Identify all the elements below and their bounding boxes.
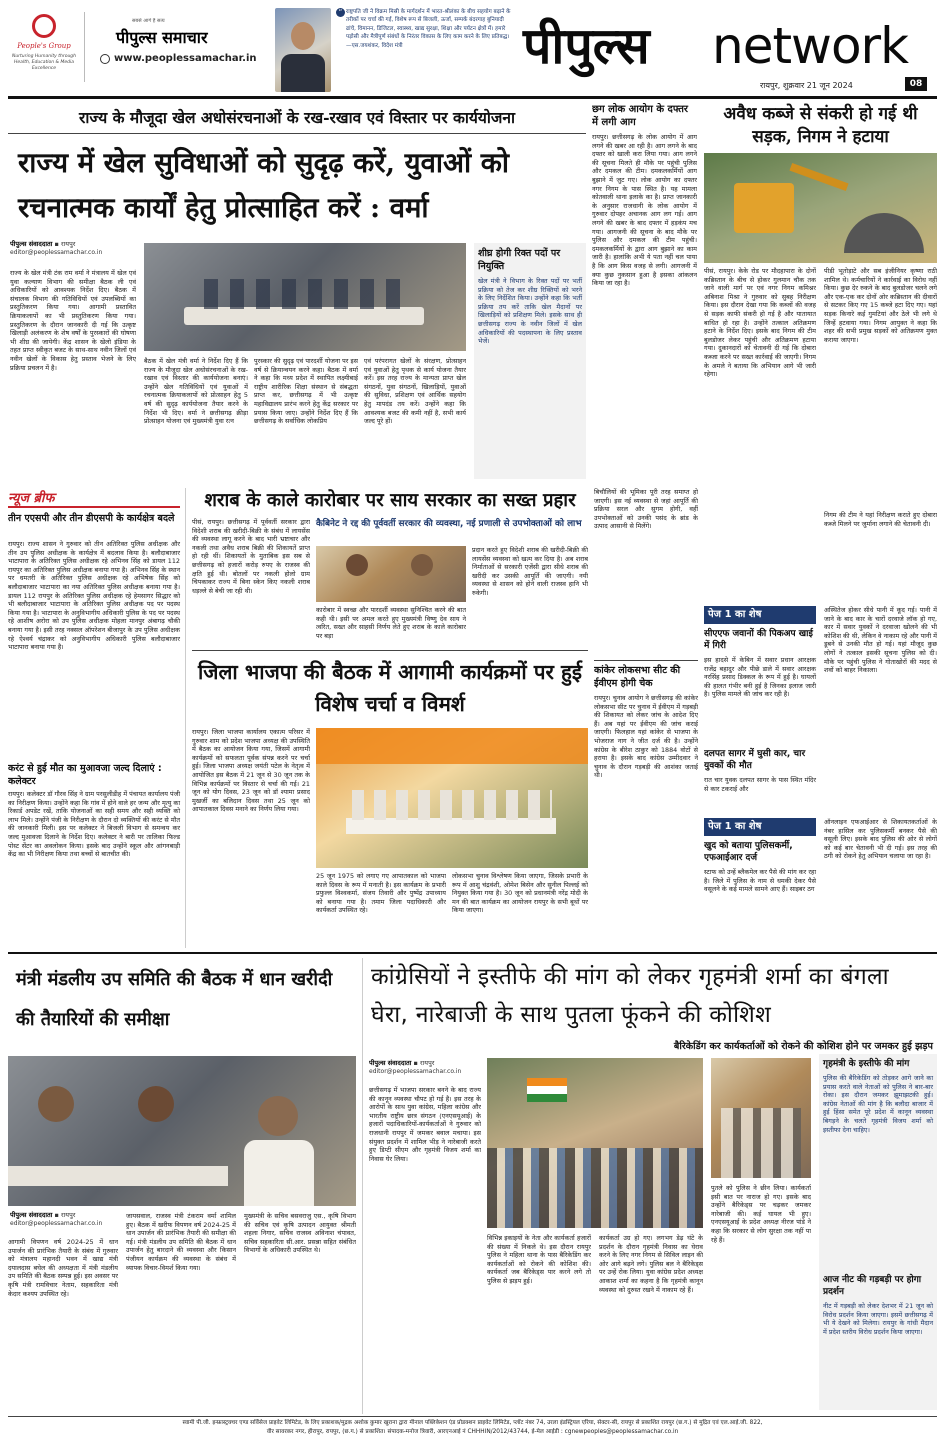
main-sidebar-title: शीघ्र होगी रिक्त पदों पर नियुक्ति bbox=[478, 248, 561, 272]
protest-crowd bbox=[487, 1148, 703, 1228]
news-brief bbox=[8, 488, 186, 948]
bjp-meeting-photo bbox=[316, 728, 588, 868]
cabinet-meeting-photo bbox=[8, 1056, 356, 1206]
main-byline-name: पीपुल्स संवाददाता bbox=[10, 240, 53, 248]
congress-col3: कार्यकर्ता उग्र हो गए। लगभग डेढ़ घंटे के प्रदर्शन के दौरान गृहमंत्री निवास का घेराव करने के लिए नगर निगम से सिविल लाइन की ओर आगे बढ़ने लगे। पुलिस बल ने बैरिकेड्स पर उन्हें रोक लिया। युवा कांग्रेस प्रदेश अध्यक्ष आकाश शर्मा का कहना है कि गृहमंत्री कानून व्यवस्था को दुरुस्त रखने में नाकाम रहे हैं। bbox=[599, 1234, 703, 1294]
cont2-body: स्टाफ को उन्हें ब्लैकमेल कर पैसे की मांग कर रहा है। जिले में पुलिस के नाम से धमकी देकर पैसे वसूलने के कई मामले सामने आए हैं। साइबर ठग bbox=[704, 868, 816, 894]
quote-block bbox=[336, 8, 512, 94]
cabinet-headline: मंत्री मंडलीय उप समिति की बैठक में धान खरीदी की तैयारियों की समीक्षा bbox=[16, 969, 333, 1030]
cabinet-col2: जायसवाल, राजस्व मंत्री टंकराम वर्मा शामिल हुए। बैठक में खरीफ विपणन वर्ष 2024-25 में धान उपार्जन की प्रारंभिक तैयारी की समीक्षा की गई। मंत्री मंडलीय उप समिति की बैठक में धान उपार्जन हेतु बारदाने की व्यवस्था और किसान पंजीयन कार्यक्रम की व्यवस्था के संबंध में व्यापक विचार-विमर्श किया गया। bbox=[126, 1212, 236, 1272]
congress-byline-name: पीपुल्स संवाददाता bbox=[369, 1059, 412, 1067]
cont1-second-body: रात चार युवक दलपत सागर के पास स्थित मंदिर से कार टकराई और bbox=[704, 776, 816, 793]
minister-portrait bbox=[275, 8, 331, 92]
page-number: 08 bbox=[905, 77, 927, 91]
bjp-headline: जिला भाजपा की बैठक में आगामी कार्यक्रमों पर हुई विशेष चर्चा व विमर्श bbox=[198, 660, 582, 716]
congress-byline-email: editor@peoplessamachar.co.in bbox=[369, 1068, 462, 1075]
bjp-banner bbox=[316, 728, 588, 764]
congress-sidebar-title: गृहमंत्री के इस्तीफे की मांग bbox=[823, 1059, 910, 1069]
bulldozer-arm bbox=[789, 163, 848, 191]
cont1-second-headline: दलपत सागर में घुसी कार, चार युवकों की मौत bbox=[704, 749, 806, 771]
liquor-col4: बिचौलियों की भूमिका पूरी तरह समाप्त हो जाएगी। इस नई व्यवस्था से जहां आपूर्ति की प्रक्रिया सरल और सुगम होगी, वहीं उपभोक्ताओं को उनकी पसंद के ब्रांड के उत्पाद आसानी से मिलेंगे। bbox=[594, 488, 698, 531]
meeting-table bbox=[184, 307, 424, 325]
website-text: www.peoplessamachar.in bbox=[114, 53, 257, 64]
congress-col1: छत्तीसगढ़ में भाजपा सरकार बनने के बाद राज्य की कानून व्यवस्था चौपट हो गई है। इस तरह के आरोपों के साथ युवा कांग्रेस, महिला कांग्रेस और भारतीय राष्ट्रीय छात्र संगठन (एनएसयूआई) के हजारों पदाधिकारियों-कार्यकर्ताओं ने गुरुवार को राजधानी रायपुर में जमकर बवाल मचाया। इस संयुक्त प्रदर्शन में शामिल भीड़ ने नारेबाजी करते हुए डिप्टी सीएम और गृहमंत्री विजय शर्मा का निवास घेर लिया। bbox=[369, 1086, 481, 1163]
liquor-headline: शराब के काले कारोबार पर साय सरकार का सख्त प्रहार bbox=[204, 490, 576, 511]
encroach-headline: अवैध कब्जे से संकरी हो गई थी सड़क, निगम ने हटाया bbox=[723, 104, 918, 147]
portrait-face bbox=[291, 22, 315, 50]
meeting-people bbox=[204, 279, 404, 309]
debris-pile bbox=[844, 213, 924, 253]
cont1-headline: सीएएफ जवानों की पिकअप खाई में गिरी bbox=[704, 629, 813, 651]
main-story bbox=[8, 103, 586, 483]
congress-sidebar2-title: आज नीट की गड़बड़ी पर होगा प्रदर्शन bbox=[823, 1275, 922, 1297]
main-col1: राज्य के खेल मंत्री टंक राम वर्मा ने मंत्रालय में खेल एवं युवा कल्याण विभाग की समीक्षा बैठक ली एवं अधिकारियों को आवश्यक निर्देश दिए। बैठक में संचालक विभाग की गतिविधियों एवं उपलब्धियों का प्रस्तुतिकरण किया गया। आगामी प्रस्तावित क्रियाकलापों का भी प्रस्तुतिकरण किया गया। प्रस्तुतिकरण के दौरान जानकारी दी गई कि उत्कृष्ट खिलाड़ी अलंकरण के शेष वर्षों के पुरस्कारों की घोषणा भी शीघ्र की जायेगी। केंद्र शासन के खेलो इंडिया के तहत प्राप्त स्वीकृत बजट के साथ-साथ नवीन जिलों एवं नवीन खेलों के विकास हेतु प्रस्ताव भेजने के लिए प्रक्रिया प्रचलन में है। bbox=[10, 269, 136, 372]
bjp-meeting-table bbox=[346, 818, 556, 834]
congress-headline: कांग्रेसियों ने इस्तीफे की मांग को लेकर गृहमंत्री शर्मा का बंगला घेरा, नारेबाजी के साथ पुतला फूंकने की कोशिश bbox=[371, 964, 889, 1028]
cabinet-photo-person3-shirt bbox=[244, 1140, 314, 1206]
encroach-col1: पीसं, रायपुर। केके रोड पर मौदहापारा के दोनों कब्रिस्तान के बीच से होकर गुलमान चौक तक जाने वाली मार्ग पर एवं नगर निगम कमिश्नर अबिनाश मिश्रा ने गुरुवार को सुबह निरीक्षण किया। इस दौरान देखा गया कि कब्जों की वजह से सड़क काफी संकरी हो गई है और यातायात बाधित हो रहा है। उन्होंने तत्काल अतिक्रमण हटाने के निर्देश दिए। इसके बाद निगम की टीम बुलडोजर लेकर पहुंची और अतिक्रमण हटाया गया। दुकानदारों को चेतावनी दी गई कि दोबारा कब्जा करने पर सख्त कार्रवाई की जाएगी। निगम के अमले ने बताया कि अभियान आगे भी जारी रहेगा। bbox=[704, 267, 816, 379]
liquor-caption: कारोबार में स्वच्छ और पारदर्शी व्यवस्था सुनिश्चित करने की बात कही थी। इसी पर अमल करते हुए मुख्यमंत्री विष्णु देव साय ने त्वरित, सख्त और साहसी निर्णय लेते हुए शराब के काले कारोबार पर बड़ा bbox=[316, 606, 466, 640]
fire-story bbox=[592, 103, 697, 483]
logo-brand-text: People's Group bbox=[17, 42, 71, 50]
protest-photo bbox=[487, 1058, 703, 1228]
cabinet-story bbox=[8, 958, 356, 1414]
congress-byline-city: रायपुर bbox=[419, 1059, 435, 1067]
dateline: रायपुर, शुक्रवार 21 जून 2024 bbox=[760, 81, 853, 90]
main-byline-city: रायपुर bbox=[60, 240, 76, 248]
logo-tagline: Nurturing Humanity through Health, Education & Media Excellence bbox=[11, 54, 77, 71]
congress-sidebar bbox=[819, 1054, 937, 1410]
main-byline: पीपुल्स संवाददाता ▪ रायपुर editor@peoplessamachar.co.in bbox=[10, 240, 103, 256]
bjp-story bbox=[192, 650, 588, 950]
globe-icon bbox=[100, 54, 110, 64]
effigy-photo bbox=[711, 1058, 811, 1178]
continuation-box-1 bbox=[704, 606, 937, 806]
bjp-col3: लोकसभा चुनाव विश्लेषण किया जाएगा, जिसके प्रभारी के रूप में आशु चंद्रवंशी, ओमेश बिसेन और सुनील पिल्लई को नियुक्त किया गया है। 30 जून को प्रधानमंत्री नरेंद्र मोदी के मन की बात कार्यक्रम का आयोजन रायपुर के सभी बूथों पर किया जाएगा। bbox=[452, 872, 588, 915]
liquor-story bbox=[192, 488, 588, 646]
cont1-right-col: अस्थितेज होकर सीधे पानी में कूद गई। पानी में जाने के बाद कार के चारों दरवाजे लॉक हो गए, कार में सवार युवकों ने दरवाजा खोलने की भी कोशिश की थी, लेकिन वे नाकाम रहे और पानी में डूबने से उनकी मौत हो गई। यहां मौजूद कुछ लोगों ने तत्काल इसकी सूचना पुलिस को दी। मौके पर पहुंची पुलिस ने गोताखोरों की मदद से शवों को बाहर निकाला। bbox=[824, 606, 937, 675]
fire-headline: छग लोक आयोग के दफ्तर में लगी आग bbox=[592, 104, 689, 128]
bjp-col2: 25 जून 1975 को लगाए गए आपातकाल को भाजपा काले दिवस के रूप में मनाती है। इस कार्यक्रम के प्रभारी प्रफुल्ल विश्वकर्मा, संजय तिवारी और पुष्पेंद्र उपाध्याय को बनाया गया है। तमाम जिला पदाधिकारी और कार्यकर्ता उपस्थित रहे। bbox=[316, 872, 446, 915]
cabinet-col1: आगामी विपणन वर्ष 2024-25 में धान उपार्जन की प्रारंभिक तैयारी के संबंध में गुरुवार को मंत्रालय महानदी भवन में खाद्य मंत्री दयालदास बघेल की अध्यक्षता में मंत्री मंडलीय उप समिति की बैठक सम्पन्न हुई। इस अवसर पर कृषि मंत्री रामविचार नेताम, सहकारिता मंत्री केदार कश्यप उपस्थित रहे। bbox=[8, 1238, 118, 1298]
cabinet-photo-person1 bbox=[38, 1086, 74, 1122]
main-sidebar-text: खेल मंत्री ने विभाग के रिक्त पदों पर भर्ती प्रक्रिया को तेज कर शीघ्र रिक्तियों को भरने के लिए निर्देशित किया। उन्होंने कहा कि भर्ती प्रक्रिया तय करें ताकि खेल मैदानों पर खिलाड़ियों को प्रशिक्षण मिले। इसके साथ ही छत्तीसगढ़ राज्य के नवीन जिलों में खेल अधिकारियों की पदस्थापना के लिए प्रस्ताव भेजें। bbox=[478, 277, 582, 346]
cabinet-byline: पीपुल्स संवाददाता ▪ रायपुर editor@peoplessamachar.co.in bbox=[10, 1211, 103, 1227]
congress-story bbox=[362, 958, 937, 1414]
kanker-body: रायपुर। चुनाव आयोग ने छत्तीसगढ़ की कांकेर लोकसभा सीट पर चुनाव में ईवीएम में गड़बड़ी की शिकायत को लेकर जांच के आदेश दिए हैं। अब यहां पर ईवीएम की जांच कराई जाएगी। फिलहाल यहां कांकेर से भाजपा के भोजराज नाग ने जीत दर्ज की है। उन्होंने कांग्रेस के बीरेश ठाकुर को 1884 वोटों से हराया है। इसके बाद कांग्रेस उम्मीदवार ने चुनाव के दौरान गड़बड़ी की आशंका जताई थी। bbox=[594, 694, 698, 780]
liquor-subhead: कैबिनेट ने रद्द की पूर्ववर्ती सरकार की व्यवस्था, नई प्रणाली से उपभोक्ताओं को लाभ bbox=[316, 519, 582, 529]
bjp-meeting-people bbox=[352, 790, 552, 820]
brief-item2-headline: करंट से हुई मौत का मुआवजा जल्द दिलाएं : कलेक्टर bbox=[8, 763, 162, 787]
peoples-group-logo bbox=[10, 14, 78, 90]
imprint-line1: स्वामी पी.जी. इन्फ्रास्ट्रक्चर एण्ड सर्विसेज प्राइवेट लिमिटेड, के लिए प्रकाशक/मुद्रक अशोक कुमार खुराना द्वारा मीनाल पब्लिकेशन एंड प्रोडक्शन प्राइवेट लिमिटेड, प्लॉट नंबर 74, उरला इंडस्ट्रियल एरिया, सेक्टर-सी, रायपुर से प्रकाशित रायपुर (छ.ग.) से मुद्रित एवं एल.आई.जी. 822, bbox=[182, 1420, 763, 1426]
encroach-col2: पीडी भूतोड़ाटे और सब इंजीनियर कृष्णा राठी शामिल थे। कर्मचारियों ने कार्रवाई का विरोध नहीं किया। कुछ देर रुकने के बाद बुलडोजर चलने लगे और एक-एक कर दोनों ओर कब्रिस्तान की दीवारों से सटकर किए गए 15 कब्जे हटा दिए गए। यहां सड़क किनारे कई गुमटियां और ठेले भी लगे थे जिन्हें हटवाया गया। निगम आयुक्त ने कहा कि शहर की सभी प्रमुख सड़कों को अतिक्रमण मुक्त कराया जाएगा। bbox=[824, 267, 937, 344]
kanker-headline: कांकेर लोकसभा सीट की ईवीएम होगी चेक bbox=[594, 665, 681, 689]
bulldozer-photo bbox=[704, 153, 937, 263]
main-col3: पुरस्कार की सुदृढ़ एवं पारदर्शी योजना पर इस वर्ष से क्रियान्वयन करने कहा। बैठक में वर्मा ने कहा कि मध्य प्रदेश में स्थापित लक्ष्मीबाई राष्ट्रीय शारीरिक शिक्षा संस्थान से संबद्धता प्राप्त कर, छत्तीसगढ़ में भी उत्कृष्ट महाविद्यालय प्रारंभ करने हेतु केंद्र सरकार पर प्रयास किया जाए। उन्होंने निर्देश दिए हैं कि छत्तीसगढ़ के सर्वाधिक लोकप्रिय bbox=[254, 357, 358, 426]
cabinet-byline-email: editor@peoplessamachar.co.in bbox=[10, 1220, 103, 1227]
encroach-story bbox=[704, 103, 937, 603]
cont2-headline: खुद को बताया पुलिसकर्मी, एफआईआर दर्ज bbox=[704, 841, 793, 863]
cabinet-photo-person3 bbox=[258, 1096, 298, 1136]
liquor-photo-person2 bbox=[411, 554, 433, 576]
main-col2: बैठक में खेल मंत्री वर्मा ने निर्देश दिए हैं कि राज्य के मौजूदा खेल अधोसंरचनाओं के रख-रखाव एवं विस्तार की कार्ययोजना बनाएं। उन्होंने खेल गतिविधियों एवं युवाओं में रचनात्मक क्रियाकलापों को प्रोत्साहन हेतु 5 वर्ष की सुदृढ़ कार्ययोजना तैयार करने के निर्देश भी दिए। वर्मा ने छत्तीसगढ़ क्रीड़ा प्रोत्साहन योजना एवं मुख्यमंत्री युवा रत्न bbox=[144, 357, 248, 426]
brief-item1-headline: तीन एएसपी और तीन डीएसपी के कार्यक्षेत्र बदले bbox=[8, 513, 175, 524]
cabinet-byline-name: पीपुल्स संवाददाता bbox=[10, 1211, 53, 1219]
masthead bbox=[0, 0, 945, 100]
main-col4: एवं परंपरागत खेलों के संरक्षण, प्रोत्साहन एवं युवाओं हेतु पृथक से कार्य योजना तैयार करें। इस तरह राज्य के मान्यता प्राप्त खेल संगठनों, युवा संगठनों, खिलाड़ियों, युवाओं की सुविधा, प्रशिक्षण एवं आर्थिक सहयोग हेतु मापदंड तय करें। उन्होंने कहा कि आवश्यक बजट की कमी नहीं है, सभी कार्य जल्द पूरे हों। bbox=[364, 357, 466, 426]
small-paper-name: पीपुल्स समाचार bbox=[116, 28, 208, 47]
cont1-body: इस हादसे में केबिन में सवार प्रधान आरक्षक राजेंद्र बहादुर और पीछे डाले में सवार आरक्षक नरसिंह प्रसाद डिक्कल के रूप में हुई है। घायलों की हालत गंभीर बनी हुई है जिनका इलाज जारी है। पुलिस मामले की जांच कर रही है। bbox=[704, 656, 816, 699]
fire-body: रायपुर। छत्तीसगढ़ के लोक आयोग में आग लगने की खबर आ रही है। आग लगने के बाद दफ्तर को खाली करा लिया गया। आग लगने की सूचना मिलते ही मौके पर पहुंची पुलिस और दमकल की टीम। दमकलकर्मियों आग बुझाने में जुट गए। लोक आयोग का दफ्तर नगर निगम के पास स्थित है। यह मामला कोतवाली थाना इलाके का है। प्राप्त जानकारी के अनुसार राजधानी के लोक आयोग में गुरुवार दोपहर अचानक आग लग गई। आग लगने की खबर के बाद दफ्तर में हड़कंप मच गया। आगजनी की सूचना के बाद मौके पर पुलिस और दमकल की टीम पहुंची। दमकलकर्मियों के द्वारा आग बुझाने का काम जारी है। हालांकि अभी ये पता नहीं चल पाया है कि आग किस वजह से लगी। आगजनी में क्या कुछ नुकसान हुआ है इसका आंकलन किया जा रहा है। bbox=[592, 133, 697, 288]
brief-item1-body: रायपुर। राज्य शासन ने गुरुवार को तीन अतिरिक्त पुलिस अधीक्षक और तीन उप पुलिस अधीक्षक के कार्यक्षेत्र में बदलाव किया है। बलौदाबाजार भाटापारा के अतिरिक्त पुलिस अधीक्षक रहे अभिनव सिंह को डायल 112 रायपुर का अतिरिक्त पुलिस अधीक्षक बनाया गया है। अभिनव सिंह के स्थान पर धमतरी के अतिरिक्त पुलिस अधीक्षक रहे अभिषेक सिंह को बलौदाबाजार भाटापारा का नया अतिरिक्त पुलिस अधीक्षक बनाया गया है। डायल 112 रायपुर के अतिरिक्त पुलिस अधीक्षक रहे हेमसागर सिद्धार को भी बलौदाबाजार भाटापारा के अतिरिक्त पुलिस अधीक्षक पद पर पदस्थ किया गया है। भाटापारा के अनुविभागीय अधिकारी पुलिस के पद पर पदस्थ रहे आशीष अरोरा को उप पुलिस अधीक्षक मोहला मानपुर अंबागढ़ चौकी बनाया गया है। इसी तरह नक्सल ऑपरेशन बीजापुर के उप पुलिस अधीक्षक रहे ऐश्वर्य चंद्राकर को अनुविभागीय अधिकारी पुलिस बलौदाबाजार भाटापारा बनाया गया है। bbox=[8, 540, 180, 652]
title-hindi: पीपुल्स bbox=[523, 16, 650, 75]
imprint-line2: वीर सावरकर नगर, हीरापुर, रायपुर, (छ.ग.) से प्रकाशित। संपादक-मनोज त्रिवारी, आरएनआई नं CHHHIN/2012/43744, ई-मेल आईडी : cgnewpeoples@peoplessamachar.co.in bbox=[266, 1429, 679, 1435]
liquor-photo-person1 bbox=[346, 554, 368, 576]
cabinet-meeting-table bbox=[8, 1166, 228, 1186]
encroach-col3: निगम की टीम ने यहां निरीक्षण कराते हुए दोबारा कब्जे मिलने पर जुर्माना लगाने की चेतावनी दी। bbox=[824, 511, 937, 528]
congress-sidebar2-body: नीट में गड़बड़ी को लेकर देशभर में 21 जून को विरोध प्रदर्शन किया जाएगा। इसमें छत्तीसगढ़ में भी ये देखने को मिलेगा। रायपुर के गांधी मैदान में प्रदेश स्तरीय विरोध प्रदर्शन किया जाएगा। bbox=[823, 1302, 933, 1336]
cont2-right-col: ऑनलाइन एफआईआर से शिकायतकर्ताओं के नंबर हासिल कर पुलिसकर्मी बनकर पैसे की वसूली लिए। इसके बाद पुलिस की ओर से लोगों को कई बार चेतावनी भी दी गई। इस तरह की ठगी को रोकने हेतु अभियान चलाया जा रहा है। bbox=[824, 818, 937, 861]
cabinet-byline-city: रायपुर bbox=[60, 1211, 76, 1219]
kanker-story bbox=[594, 660, 698, 950]
cabinet-photo-person2 bbox=[138, 1086, 174, 1122]
bulldozer-shape bbox=[734, 183, 794, 233]
liquor-col1: पीसं, रायपुर। छत्तीसगढ़ में पूर्ववर्ती सरकार द्वारा विदेशी शराब की खरीदी-बिक्री के संबंध में लायसेंस की व्यवस्था लागू करने के बाद भारी भ्रष्टाचार और नकली तथा अवैध शराब बिक्री की शिकायतें प्राप्त हो रही थीं। शिकायतों के मुताबिक इस सब से छत्तीसगढ़ को हजारों करोड़ रुपए के राजस्व की क्षति हुई थी। बोतलों पर नकली होलो ग्राम चिपकाकर राज्य में बिना स्केन किए नकली शराब धड़ल्ले से बेची जा रही थी। bbox=[192, 518, 310, 595]
quote-icon: “ bbox=[336, 8, 345, 17]
small-paper-block bbox=[92, 18, 262, 73]
brief-item2-body: रायपुर। कलेक्टर डॉ गौरव सिंह ने ग्राम परसुलीडीह में पंचायत कार्यालय पंजी का निरीक्षण किया। उन्होंने कहा कि गांव में होने वाले हर जन्म और मृत्यु का रिकार्ड अपडेट रखें, ताकि योजनाओं का सही समय और सही व्यक्ति को लाभ मिले। उन्होंने पंजी के निरीक्षण के दौरान दो व्यक्तियों की करंट से मौत की जानकारी मिली। इस पर कलेक्टर ने बिजली विभाग से समन्वय कर जल्द मुआवजा दिलाने के निर्देश दिए। कलेक्टर ने बारी पर तालिका फिल्ड पोस्ट सेंटर का अवलोकन किया। इसके बाद उन्होंने स्कूल और आंगनबाड़ी केंद्र का भी निरीक्षण किया तथा बच्चों से बातचीत की। bbox=[8, 790, 180, 859]
bjp-col1: रायपुर। जिला भाजपा कार्यालय एकात्म परिसर में गुरुवार शाम को प्रदेश भाजपा अध्यक्ष की उपस्थिति में बैठक का आयोजन किया गया, जिसमें आगामी कार्यक्रमों को सफलता पूर्वक संपन्न करने पर चर्चा हुई। जिला भाजपा अध्यक्ष जयंती पटेल के नेतृत्व में आयोजित इस बैठक में 21 जून से 30 जून तक के विभिन्न कार्यक्रमों पर विस्तार से चर्चा की गई। 21 जून को योग दिवस, 23 जून को डॉ श्यामा प्रसाद मुखर्जी का बलिदान दिवस तथा 25 जून को आपातकाल दिवस मनाने का निर्णय लिया गया। bbox=[192, 728, 310, 814]
liquor-col3: प्रदान करते हुए विदेशी शराब की खरीदी-बिक्री की लायसेंस व्यवस्था को खत्म कर दिया है। अब शराब निर्माताओं से सरकारी एजेंसी द्वारा सीधे शराब की खरीदी कर उसकी आपूर्ति की जाएगी। नयी व्यवस्था से शासन को होने वाली राजस्व हानि भी रुकेगी। bbox=[472, 546, 588, 597]
main-kicker: राज्य के मौजूदा खेल अधोसंरचनाओं के रख-रखाव एवं विस्तार पर कार्ययोजना bbox=[78, 108, 516, 127]
congress-subhead: बैरिकेडिंग कर कार्यकर्ताओं को रोकने की कोशिश होने पर जमकर हुई झड़प bbox=[673, 1041, 933, 1052]
congress-col2: विभिन्न इकाइयों के नेता और कार्यकर्ता हजारों की संख्या में निकले थे। इस दौरान रायपुर पुलिस ने महिला थाना के पास बैरिकेडिंग कर कार्यकर्ताओं को रोकने की कोशिश की। कार्यकर्ता जब बैरिकेड्स पार करने लगे तो पुलिस से झड़प हुई। bbox=[487, 1234, 591, 1285]
main-headline: राज्य में खेल सुविधाओं को सुदृढ़ करें, युवाओं को रचनात्मक कार्यों हेतु प्रोत्साहित करें : वर्मा bbox=[18, 147, 509, 224]
cont2-label: पेज 1 का शेष bbox=[704, 818, 816, 836]
liquor-photo bbox=[316, 546, 466, 602]
cont1-label: पेज 1 का शेष bbox=[704, 606, 816, 624]
tiny-top-text: सबसे आगे है सत्य bbox=[132, 18, 165, 24]
main-byline-email: editor@peoplessamachar.co.in bbox=[10, 249, 103, 256]
protest-flag bbox=[527, 1078, 567, 1102]
imprint-footer bbox=[8, 1419, 937, 1443]
cabinet-col3: मुख्यमंत्री के सचिव बसवराजु एस., कृषि विभाग की सचिव एवं कृषि उत्पादन आयुक्त श्रीमती शहला निगार, सचिव राजस्व अविनाश चंपावत, सचिव सहकारिता सी.आर. प्रसन्ना सहित संबंधित विभागों के अधिकारी उपस्थित थे। bbox=[244, 1212, 356, 1255]
portrait-suit bbox=[281, 54, 325, 92]
main-sidebar bbox=[474, 243, 586, 479]
continuation-box-2 bbox=[704, 818, 937, 948]
congress-sidebar-body: पुलिस की बैरिकेडिंग को तोड़कर आगे जाने का प्रयास करते वाले नेताओं को पुलिस ने बार-बार रोका। इस दौरान जमकर झूमाझटकी हुई। कांग्रेस नेताओं की मांग है कि बलौदा बाजार में हुई हिंसा समेत पूरे प्रदेश में कानून व्यवस्था बिगड़ने के चलते गृहमंत्री विजय शर्मा को इस्तीफा देना चाहिए। bbox=[823, 1074, 933, 1134]
news-brief-label: न्यूज ब्रीफ bbox=[8, 491, 55, 506]
congress-col4: पुतले को पुलिस ने छीन लिया। कार्यकर्ता इसी बात पर नाराज हो गए। इसके बाद उन्होंने बैरिकेड्स पर चढ़कर जमकर नारेबाजी की। कई घायल भी हुए। एनएसयूआई के प्रदेश अध्यक्ष नीरज पांडे ने कहा कि सरकार से लोग सुरक्षा तक नहीं पा रहे हैं। bbox=[711, 1184, 811, 1244]
effigy-people bbox=[721, 1108, 801, 1178]
sports-meeting-photo bbox=[144, 243, 466, 351]
logo-icon bbox=[32, 14, 56, 38]
quote-text: राष्ट्रपति जी ने विक्रम मिस्री के मार्गदर्शन में भारत-श्रीलंका के बीच सहयोग बढ़ाने के तरीकों पर चर्चा की गई, विशेष रूप से बिजली, ऊर्जा, सम्पर्क बंदरगाह बुनियादी ढांचे, विमानन, डिजिटल, स्वास्थ्य, खाद्य सुरक्षा, शिक्षा और पर्यटन क्षेत्रों में। हमारे पड़ोसी और मैत्रीपूर्ण संबंधों के निरंतर विकास के लिए काम करने के लिए प्रतिबद्ध। —एस.जयशंकर, विदेश मंत्री bbox=[346, 9, 511, 49]
title-english: network bbox=[712, 17, 909, 75]
congress-byline: पीपुल्स संवाददाता ▪ रायपुर editor@peoplessamachar.co.in bbox=[369, 1059, 462, 1075]
